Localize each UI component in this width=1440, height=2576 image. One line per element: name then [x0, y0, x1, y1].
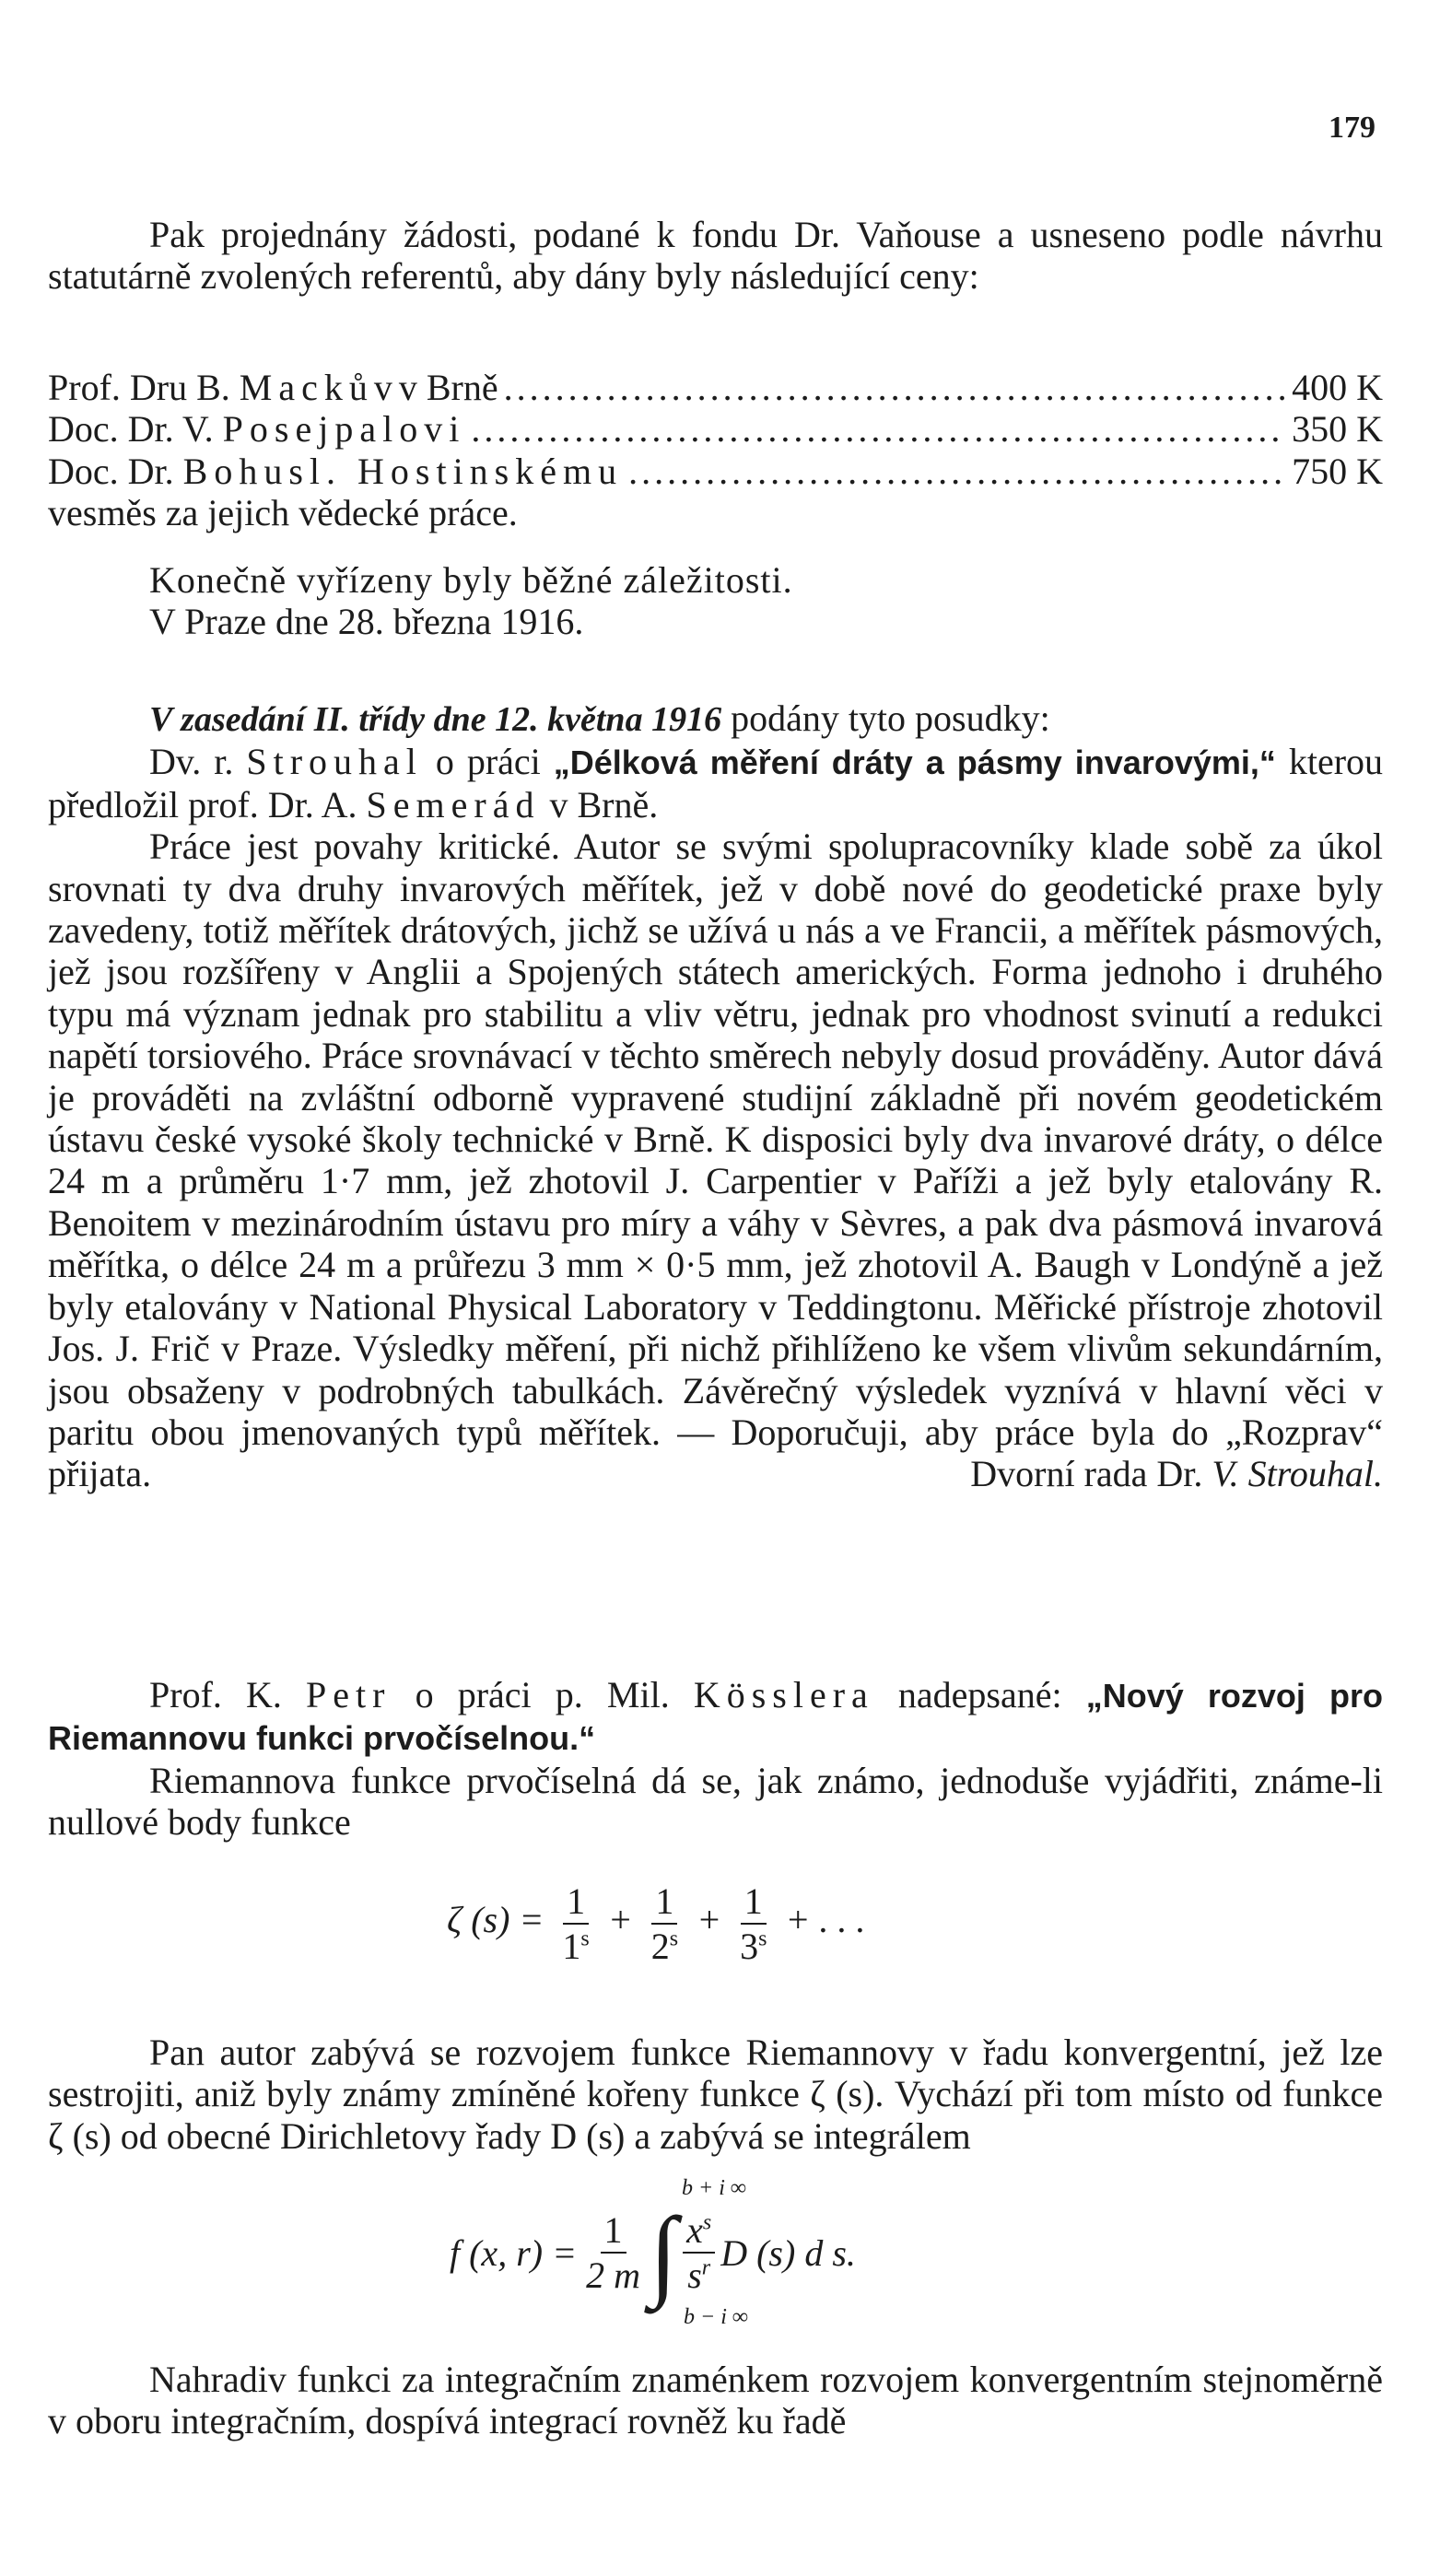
review-1-body [48, 825, 1383, 1495]
review-2-paragraph: Nahradiv funkci za integračním znaménkem rozvojem konvergentním stejnoměrně v oboru integračním, dospívá integrací rovněž ku řadě [48, 2359, 1383, 2442]
prize-amount: 400 K [1292, 367, 1383, 408]
prize-prefix: Doc. Dr. V. [48, 408, 214, 451]
integral-formula [450, 2176, 1095, 2329]
prize-amount: 750 K [1292, 450, 1383, 492]
review-2 [48, 1674, 1383, 1844]
prize-row [48, 408, 1383, 450]
denominator [648, 1925, 682, 1968]
review-1 [48, 697, 1383, 1495]
formula-rest: D (s) d s. [720, 2231, 856, 2274]
leader-dots [471, 408, 1286, 450]
numerator: 1 [651, 1879, 677, 1925]
work-title: „Nový rozvoj pro Riemannovu funkci prvočíselnou.“ [48, 1677, 1384, 1758]
prize-name: Posejpalovi [222, 408, 466, 451]
fraction [736, 1879, 770, 1968]
prizes-note: vesměs za jejich vědecké práce. [48, 492, 518, 534]
prize-row [48, 451, 1383, 492]
zeta-formula [447, 1879, 865, 1968]
prize-amount: 350 K [1292, 408, 1383, 451]
reviewer-title: Dv. r. [149, 741, 234, 783]
fraction [582, 2208, 644, 2297]
prize-name: Mackův [239, 367, 399, 408]
base: 1 [562, 1926, 581, 1967]
signature-name: V. Strouhal. [1212, 1453, 1383, 1495]
leader-dots [628, 451, 1286, 492]
reviewer-title: Prof. K. [149, 1674, 282, 1715]
fraction [648, 1879, 682, 1968]
review-2-para2-block [48, 2032, 1383, 2157]
fraction [683, 2208, 715, 2297]
intro-paragraph: Pak projednány žádosti, podané k fondu Dr. Vaňouse a usneseno podle návrhu statutárně zvolených referentů, aby dány byly následující ceny: [48, 214, 1383, 298]
fraction [558, 1879, 592, 1968]
numerator: 1 [741, 1879, 767, 1925]
numerator: 1 [601, 2208, 626, 2254]
numerator: 1 [563, 1879, 589, 1925]
prize-list [48, 367, 1383, 534]
prize-suffix: v Brně [398, 367, 498, 408]
review-2-paragraph: Pan autor zabývá se rozvojem funkce Riemannovy v řadu konvergentní, jež lze sestrojiti, aniž byly známy zmíněné kořeny funkce ζ (s). Vychází při tom místo od funkce ζ (s) od obecné Dirichletovy řady D (s) a zabývá se integrálem [48, 2032, 1383, 2157]
prize-prefix: Doc. Dr. [48, 450, 174, 492]
integral-lower-limit: b − i ∞ [684, 2305, 748, 2329]
prize-name: Bohusl. Hostinskému [182, 450, 624, 492]
denominator: 2 m [586, 2254, 640, 2296]
prize-row [48, 367, 1383, 408]
exponent: r [701, 2255, 711, 2280]
reviewer-name: Strouhal [246, 741, 423, 783]
formula-lhs: f (x, r) = [450, 2231, 578, 2274]
session-heading-rest: podány tyto posudky: [731, 697, 1050, 739]
base: 3 [740, 1926, 759, 1967]
signature-title: Dvorní rada Dr. [970, 1453, 1203, 1495]
exponent: s [758, 1926, 767, 1951]
exponent: s [580, 1926, 590, 1951]
work-title: „Délková měření dráty a pásmy invarovými,“ [553, 744, 1276, 782]
exponent: s [702, 2210, 712, 2235]
denominator [558, 1925, 592, 1968]
leader-dots [504, 367, 1286, 408]
base: 2 [650, 1926, 670, 1967]
integral-upper-limit: b + i ∞ [682, 2176, 746, 2200]
plus-sign: + [607, 1899, 633, 1941]
numerator [683, 2208, 715, 2254]
author-name: Semerád [366, 783, 541, 825]
integral-sign-icon: ∫ [649, 2196, 678, 2309]
reviewer-name: Petr [306, 1674, 392, 1715]
review-connector: o práci p. Mil. [415, 1674, 670, 1715]
date-line: V Praze dne 28. března 1916. [149, 601, 584, 643]
closing-block [48, 559, 1383, 643]
signature [869, 1453, 1383, 1494]
review-connector: o práci [435, 741, 541, 783]
author-name: Kösslera [693, 1674, 874, 1715]
review-1-intro [48, 741, 1383, 825]
prize-prefix: Prof. Dru B. [48, 367, 230, 408]
session-heading-date: V zasedání II. třídy dne 12. května 1916 [149, 700, 722, 739]
author-place: v Brně. [549, 783, 659, 825]
intro-block [48, 214, 1383, 298]
base: x [686, 2209, 703, 2251]
formula-tail: + . . . [785, 1899, 866, 1941]
formula-lhs: ζ (s) = [447, 1899, 544, 1941]
plus-sign: + [697, 1899, 722, 1941]
review-2-para3-block [48, 2359, 1383, 2442]
closing-line: Konečně vyřízeny byly běžné záležitosti. [149, 559, 793, 601]
denominator [736, 1925, 770, 1968]
page-number: 179 [1329, 111, 1376, 145]
review-2-intro [48, 1674, 1383, 1760]
exponent: s [669, 1926, 679, 1951]
review-after: nadepsané: [897, 1674, 1062, 1715]
review-body-text: Práce jest povahy kritické. Autor se svými spolupracovníky klade sobě za úkol srovnati ty dva druhy invarových měřítek, jež v době nové do geodetické praxe byly zavedeny, totiž měřítek drátových, jichž se užívá u nás a ve Francii, a měřítek pásmových, jež jsou rozšířeny v Anglii a Spojených státech amerických. Forma jednoho i druhého typu má význam jednak pro stabilitu a vliv větru, jednak pro vhodnost svinutí a redukci napětí torsiového. Práce srovnávací v těchto směrech nebyly dosud prováděny. Autor dává je prováděti na zvláštní odborně vypravené studijní základně při novém geodetickém ústavu české vysoké školy technické v Brně. K disposici byly dva invarové dráty, o délce 24 m a průměru 1·7 mm, jež zhotovil J. Carpentier v Paříži a jež byly etalovány R. Benoitem v mezinárodním ústavu pro míry a váhy v Sèvres, a pak dva pásmová invarová měřítka, o délce 24 m a průřezu 3 mm × 0·5 mm, jež zhotovil A. Baugh v Londýně a jež byly etalovány v National Physical Laboratory v Teddingtonu. Měřické přístroje zhotovil Jos. J. Frič v Praze. Výsledky měření, při nichž přihlíženo ke všem vlivům sekundárním, jsou obsaženy v podrobných tabulkách. Závěrečný výsledek vyznívá v hlavní věci v paritu obou jmenovaných typů měřítek. — Doporučuji, aby práce byla do „Rozprav“ přijata. [48, 825, 1383, 1495]
review-after: kterou předložil prof. Dr. A. [48, 741, 1384, 825]
base: s [687, 2254, 702, 2296]
denominator [684, 2254, 714, 2297]
review-2-paragraph: Riemannova funkce prvočíselná dá se, jak známo, jednoduše vyjádřiti, známe-li nullové body funkce [48, 1759, 1383, 1844]
session-heading [48, 697, 1383, 741]
